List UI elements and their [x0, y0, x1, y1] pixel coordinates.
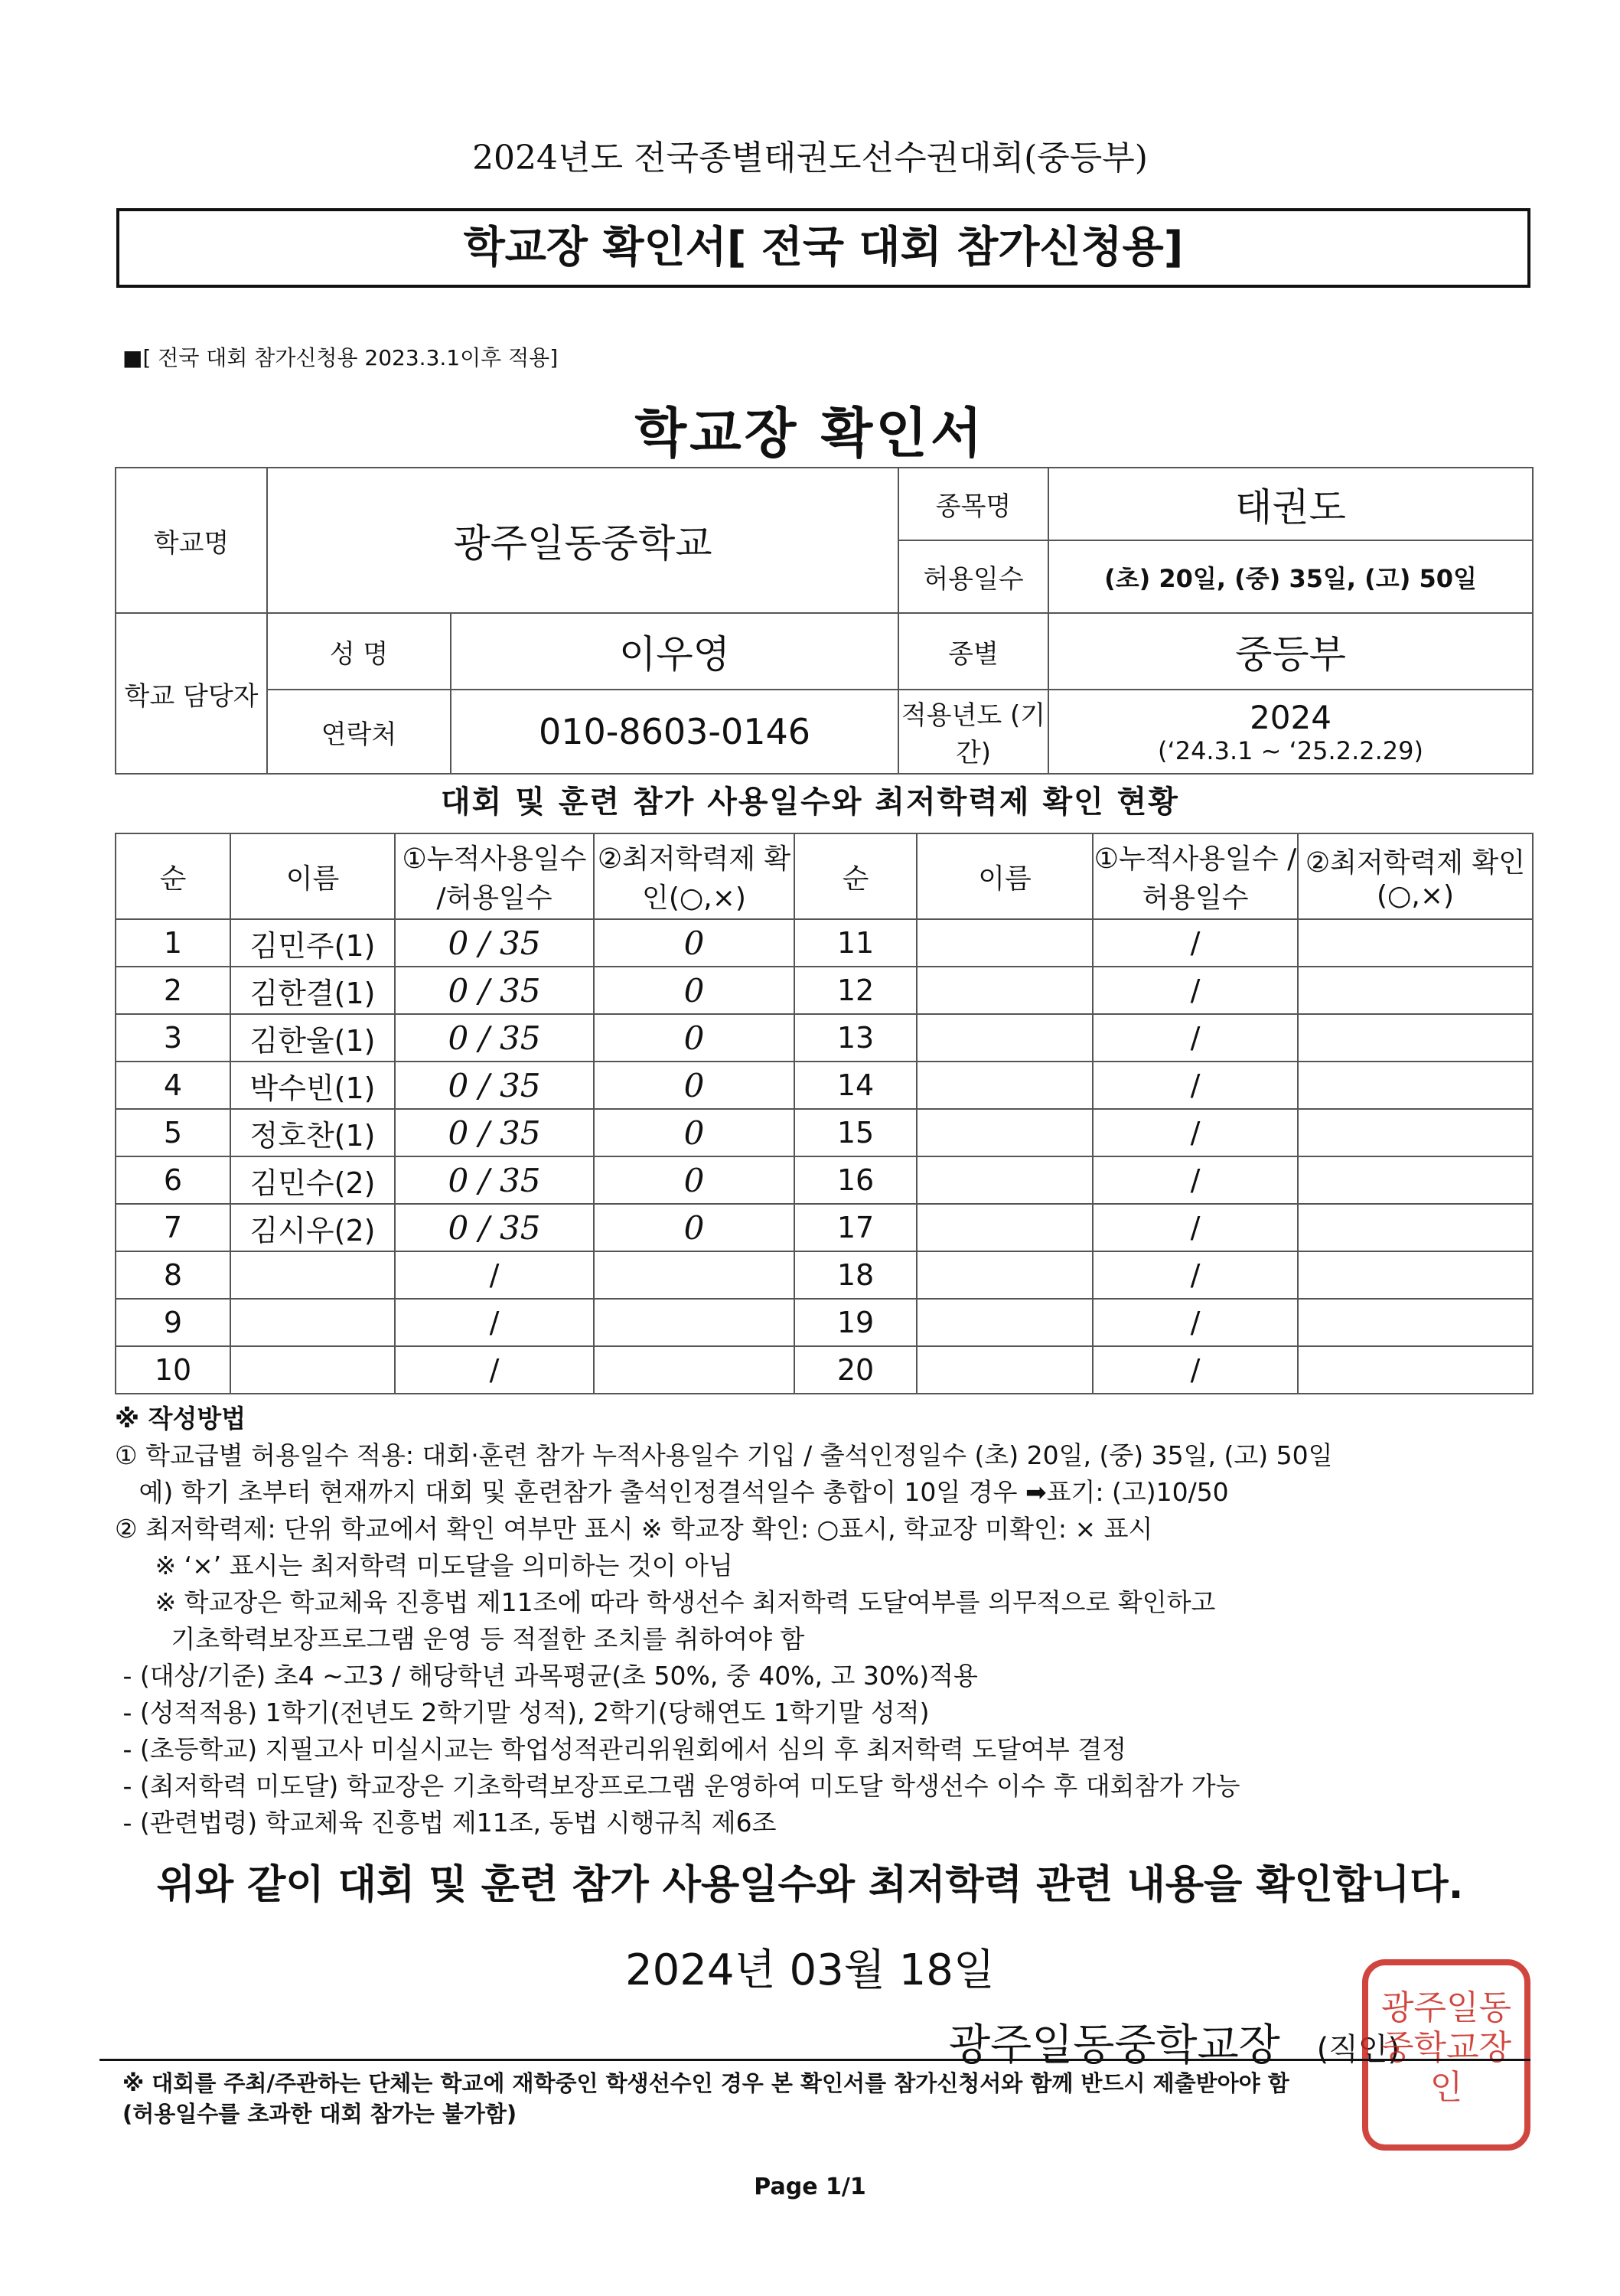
year-label: 적용년도 (기간)	[898, 690, 1048, 774]
row-no-2: 13	[794, 1014, 917, 1062]
page-number: Page 1/1	[754, 2174, 866, 2200]
note-line: - (초등학교) 지필고사 미실시교는 학업성적관리위원회에서 심의 후 최저학력 도달여부 결정	[115, 1734, 1127, 1764]
table-row	[116, 1251, 1533, 1299]
col-check: ②최저학력제 확인(○,×)	[594, 833, 794, 919]
row-no: 5	[116, 1109, 230, 1156]
contact-label: 연락처	[267, 690, 451, 774]
row-check: 0	[594, 1014, 794, 1062]
table-row	[116, 1062, 1533, 1109]
table-row	[116, 1299, 1533, 1346]
row-name: 박수빈(1)	[230, 1062, 395, 1109]
bottom-note-line-1: ※ 대회를 주최/주관하는 단체는 학교에 재학중인 학생선수인 경우 본 확인서를 참가신청서와 함께 반드시 제출받아야 함	[122, 2070, 1289, 2096]
col-days-2: ①누적사용일수 /허용일수	[1093, 833, 1298, 919]
row-days: 0 / 35	[395, 1204, 594, 1251]
category-label: 종별	[898, 613, 1048, 690]
principal-name: 광주일동중학교장	[949, 2020, 1280, 2070]
row-name	[230, 1251, 395, 1299]
sign-date: 2024년 03월 18일	[625, 1945, 995, 1995]
sport-value: 태권도	[1048, 468, 1533, 540]
row-check	[594, 1346, 794, 1394]
row-days-2: /	[1093, 1346, 1298, 1394]
row-check-2	[1298, 1251, 1533, 1299]
row-no: 9	[116, 1299, 230, 1346]
row-name: 김민주(1)	[230, 919, 395, 967]
col-name-2: 이름	[917, 833, 1093, 919]
row-days: /	[395, 1251, 594, 1299]
row-no-2: 15	[794, 1109, 917, 1156]
note-line: ② 최저학력제: 단위 학교에서 확인 여부만 표시 ※ 학교장 확인: ○표시, 학교장 미확인: × 표시	[115, 1514, 1153, 1544]
writing-instructions	[115, 1401, 1530, 1841]
row-check: 0	[594, 1062, 794, 1109]
row-days-2: /	[1093, 1251, 1298, 1299]
note-line: - (성적적용) 1학기(전년도 2학기말 성적), 2학기(당해연도 1학기말 성적)	[115, 1698, 930, 1727]
year-value: 2024	[1250, 698, 1332, 736]
official-seal	[1362, 1959, 1530, 2151]
row-name: 김한울(1)	[230, 1014, 395, 1062]
row-no-2: 19	[794, 1299, 917, 1346]
table-row	[116, 967, 1533, 1014]
row-name: 김민수(2)	[230, 1156, 395, 1204]
row-days: 0 / 35	[395, 967, 594, 1014]
row-check-2	[1298, 967, 1533, 1014]
col-name: 이름	[230, 833, 395, 919]
row-no: 3	[116, 1014, 230, 1062]
row-days-2: /	[1093, 1156, 1298, 1204]
row-check	[594, 1251, 794, 1299]
row-check-2	[1298, 1156, 1533, 1204]
note-line: - (최저학력 미도달) 학교장은 기초학력보장프로그램 운영하여 미도달 학생선수 이수 후 대회참가 가능	[115, 1771, 1240, 1801]
row-name-2	[917, 919, 1093, 967]
row-no: 10	[116, 1346, 230, 1394]
row-no: 6	[116, 1156, 230, 1204]
row-check: 0	[594, 1109, 794, 1156]
row-days: 0 / 35	[395, 1156, 594, 1204]
note-line: 기초학력보장프로그램 운영 등 적절한 조치를 취하여야 함	[115, 1624, 805, 1654]
table-row	[116, 919, 1533, 967]
table-row	[116, 1014, 1533, 1062]
note-line: - (대상/기준) 초4 ~고3 / 해당학년 과목평균(초 50%, 중 40%, 고 30%)적용	[115, 1661, 978, 1691]
seal-mark: (직인)	[1316, 2032, 1400, 2067]
name-label: 성 명	[267, 613, 451, 690]
table-row	[116, 1156, 1533, 1204]
info-table	[115, 467, 1534, 775]
usage-table	[115, 833, 1534, 1394]
row-name	[230, 1299, 395, 1346]
note-line: ※ 작성방법	[115, 1404, 246, 1433]
row-days-2: /	[1093, 1062, 1298, 1109]
document-title: 학교장 확인서[ 전국 대회 참가신청용]	[463, 223, 1184, 272]
row-no-2: 18	[794, 1251, 917, 1299]
row-no-2: 20	[794, 1346, 917, 1394]
row-no-2: 12	[794, 967, 917, 1014]
note-line: 예) 학기 초부터 현재까지 대회 및 훈련참가 출석인정결석일수 총합이 10일 경우 ➡표기: (고)10/50	[115, 1477, 1229, 1507]
note-line: - (관련법령) 학교체육 진흥법 제11조, 동법 시행규칙 제6조	[115, 1808, 777, 1838]
manager-label: 학교 담당자	[116, 613, 267, 774]
row-check-2	[1298, 919, 1533, 967]
note-line: ※ 학교장은 학교체육 진흥법 제11조에 따라 학생선수 최저학력 도달여부를 의무적으로 확인하고	[115, 1587, 1216, 1617]
row-check: 0	[594, 1156, 794, 1204]
row-name-2	[917, 1014, 1093, 1062]
principal-signature	[949, 2011, 1400, 2073]
row-name-2	[917, 1109, 1093, 1156]
row-days: 0 / 35	[395, 919, 594, 967]
row-name-2	[917, 1299, 1093, 1346]
row-check: 0	[594, 919, 794, 967]
bottom-note	[122, 2068, 1289, 2129]
note-line: ※ ‘×’ 표시는 최저학력 미도달을 의미하는 것이 아님	[115, 1551, 733, 1580]
row-days-2: /	[1093, 1109, 1298, 1156]
seal-text: 광주일동중학교장인	[1380, 1988, 1511, 2107]
row-name-2	[917, 1251, 1093, 1299]
row-check: 0	[594, 1204, 794, 1251]
row-check: 0	[594, 967, 794, 1014]
col-no-2: 순	[794, 833, 917, 919]
form-note: ■[ 전국 대회 참가신청용 2023.3.1이후 적용]	[122, 345, 559, 370]
note-line: ① 학교급별 허용일수 적용: 대회·훈련 참가 누적사용일수 기입 / 출석인정일수 (초) 20일, (중) 35일, (고) 50일	[115, 1440, 1333, 1470]
school-name: 광주일동중학교	[267, 468, 898, 613]
row-check-2	[1298, 1204, 1533, 1251]
row-name: 김한결(1)	[230, 967, 395, 1014]
row-name-2	[917, 1346, 1093, 1394]
table-row	[116, 1109, 1533, 1156]
row-days: /	[395, 1346, 594, 1394]
sport-label: 종목명	[898, 468, 1048, 540]
col-no: 순	[116, 833, 230, 919]
row-name	[230, 1346, 395, 1394]
manager-name: 이우영	[451, 613, 898, 690]
row-no: 4	[116, 1062, 230, 1109]
row-no-2: 11	[794, 919, 917, 967]
row-days: 0 / 35	[395, 1109, 594, 1156]
allowed-days-label: 허용일수	[898, 540, 1048, 613]
section-title: 대회 및 훈련 참가 사용일수와 최저학력제 확인 현황	[441, 784, 1179, 820]
row-check-2	[1298, 1062, 1533, 1109]
row-days: /	[395, 1299, 594, 1346]
event-title: 2024년도 전국종별태권도선수권대회(중등부)	[472, 139, 1148, 178]
row-no: 7	[116, 1204, 230, 1251]
row-check-2	[1298, 1299, 1533, 1346]
row-days: 0 / 35	[395, 1062, 594, 1109]
row-name: 정호찬(1)	[230, 1109, 395, 1156]
row-days: 0 / 35	[395, 1014, 594, 1062]
row-check-2	[1298, 1346, 1533, 1394]
table-row	[116, 1204, 1533, 1251]
col-days: ①누적사용일수 /허용일수	[395, 833, 594, 919]
confirm-statement: 위와 같이 대회 및 훈련 참가 사용일수와 최저학력 관련 내용을 확인합니다.	[156, 1862, 1464, 1908]
row-no-2: 17	[794, 1204, 917, 1251]
row-days-2: /	[1093, 1014, 1298, 1062]
row-name-2	[917, 1204, 1093, 1251]
year-cell	[1048, 690, 1533, 774]
bottom-note-line-2: (허용일수를 초과한 대회 참가는 불가함)	[122, 2101, 517, 2127]
row-name-2	[917, 1062, 1093, 1109]
row-name: 김시우(2)	[230, 1204, 395, 1251]
row-no-2: 14	[794, 1062, 917, 1109]
row-name-2	[917, 967, 1093, 1014]
main-title: 학교장 확인서	[634, 402, 986, 465]
row-no-2: 16	[794, 1156, 917, 1204]
contact-value: 010-8603-0146	[451, 690, 898, 774]
category-value: 중등부	[1048, 613, 1533, 690]
col-check-2: ②최저학력제 확인(○,×)	[1298, 833, 1533, 919]
year-period: (‘24.3.1 ~ ‘25.2.2.29)	[1158, 735, 1423, 765]
school-label: 학교명	[116, 468, 267, 613]
document-title-box	[116, 208, 1530, 288]
allowed-days-value: (초) 20일, (중) 35일, (고) 50일	[1048, 540, 1533, 613]
table-row	[116, 1346, 1533, 1394]
row-no: 1	[116, 919, 230, 967]
divider	[99, 2059, 1530, 2061]
row-days-2: /	[1093, 1299, 1298, 1346]
row-days-2: /	[1093, 967, 1298, 1014]
row-days-2: /	[1093, 1204, 1298, 1251]
row-name-2	[917, 1156, 1093, 1204]
row-no: 2	[116, 967, 230, 1014]
row-check	[594, 1299, 794, 1346]
row-check-2	[1298, 1014, 1533, 1062]
row-check-2	[1298, 1109, 1533, 1156]
row-no: 8	[116, 1251, 230, 1299]
row-days-2: /	[1093, 919, 1298, 967]
